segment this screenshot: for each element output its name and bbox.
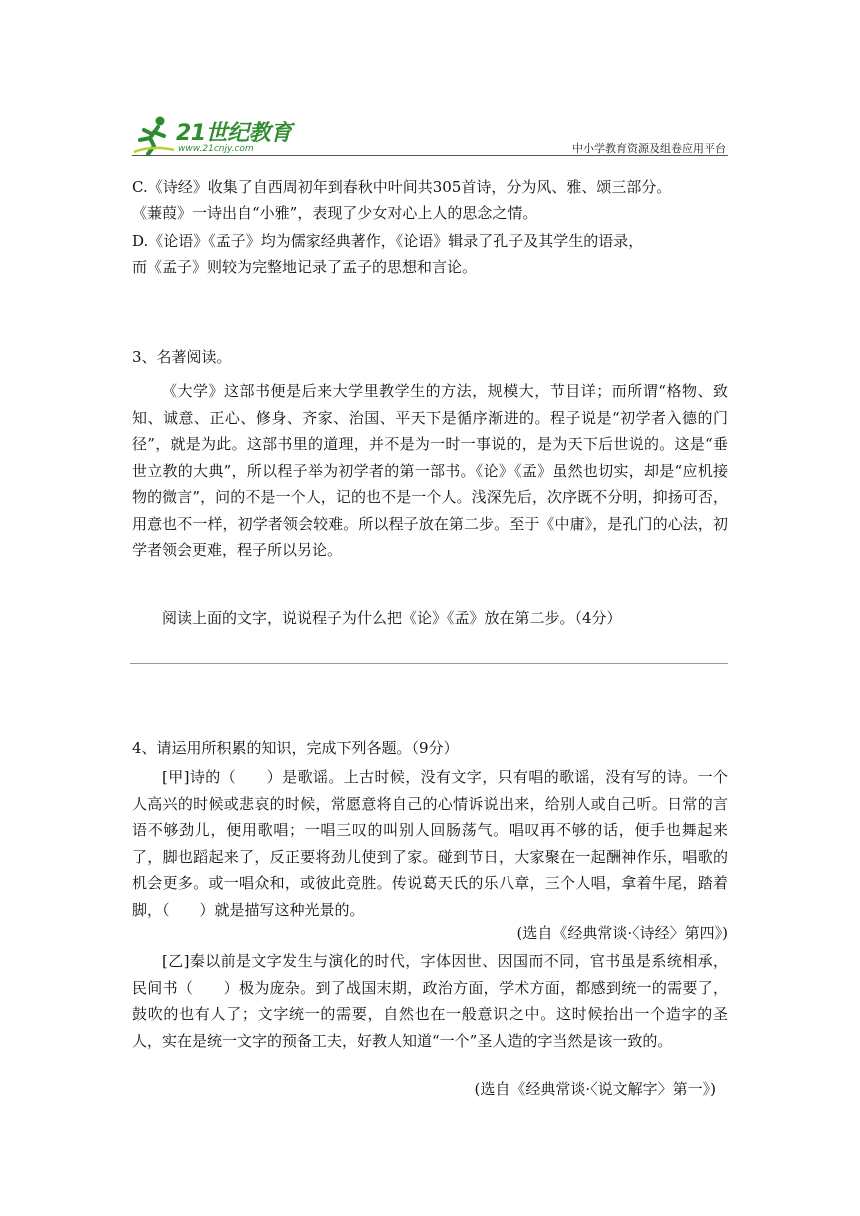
header-tagline: 中小学教育资源及组卷应用平台	[572, 142, 726, 155]
header-divider	[132, 155, 728, 156]
option-c-line2: 《蒹葭》一诗出自“小雅”，表现了少女对心上人的思念之情。	[132, 204, 538, 222]
question-3-passage: 《大学》这部书便是后来大学里教学生的方法，规模大，节目详；而所谓“格物、致知、诚意、正心、修身、齐家、治国、平天下是循序渐进的。程子说是“初学者入德的门径”，就是为此。这部书里的道理，并不是为一时一事说的，是为天下后世说的。这是“垂世立教的大典”，所以程子举为初学者的第一部书。《论》《孟》虽然也切实，却是“应机接物的微言”，问的不是一个人，记的也不是一个人。浅深先后，次序既不分明，抑扬可否，用意也不一样，初学者领会较难。所以程子放在第二步。至于《中庸》，是孔门的心法，初学者领会更难，程子所以另论。	[132, 382, 728, 559]
option-c-line1: C.《诗经》收集了自西周初年到春秋中叶间共305首诗，分为风、雅、颂三部分。	[132, 178, 672, 196]
page-header	[132, 112, 728, 158]
option-d-line2: 而《孟子》则较为完整地记录了孟子的思想和言论。	[132, 258, 478, 276]
runner-icon	[132, 112, 176, 158]
question-4-heading: 4、请运用所积累的知识，完成下列各题。（9分）	[132, 739, 459, 757]
logo	[132, 112, 302, 158]
passage-yi: [乙]秦以前是文字发生与演化的时代，字体因世、因国而不同，官书虽是系统相承，民间书（ ）极为庞杂。到了战国末期，政治方面，学术方面，都感到统一的需要了，鼓吹的也有人了；文字统一的需要，自然也在一般意识之中。这时候抬出一个造字的圣人，实在是统一文字的预备工夫，好教人知道“一个”圣人造的字当然是该一致的。	[132, 952, 728, 1050]
passage-yi-source: (选自《经典常谈·〈说文解字〉第一》)	[474, 1080, 716, 1098]
passage-jia-source: (选自《经典常谈·〈诗经〉第四》)	[516, 924, 728, 942]
passage-jia: [甲]诗的（ ）是歌谣。上古时候，没有文字，只有唱的歌谣，没有写的诗。一个人高兴的时候或悲哀的时候，常愿意将自己的心情诉说出来，给别人或自己听。日常的言语不够劲儿，便用歌唱；一唱三叹的叫别人回肠荡气。唱叹再不够的话，便手也舞起来了，脚也蹈起来了，反正要将劲儿使到了家。碰到节日，大家聚在一起酬神作乐，唱歌的机会更多。或一唱众和，或彼此竞胜。传说葛天氏的乐八章，三个人唱，拿着牛尾，踏着脚，（ ）就是描写这种光景的。	[132, 768, 728, 919]
logo-url: www.21cnjy.com	[178, 144, 254, 154]
answer-line[interactable]	[130, 663, 728, 664]
option-d-line1: D.《论语》《孟子》均为儒家经典著作，《论语》辑录了孔子及其学生的语录，	[132, 232, 644, 250]
question-3-heading: 3、名著阅读。	[132, 348, 232, 366]
question-3-prompt: 阅读上面的文字，说说程子为什么把《论》《孟》放在第二步。（4分）	[162, 609, 622, 627]
logo-text: 21世纪教育	[176, 121, 292, 146]
